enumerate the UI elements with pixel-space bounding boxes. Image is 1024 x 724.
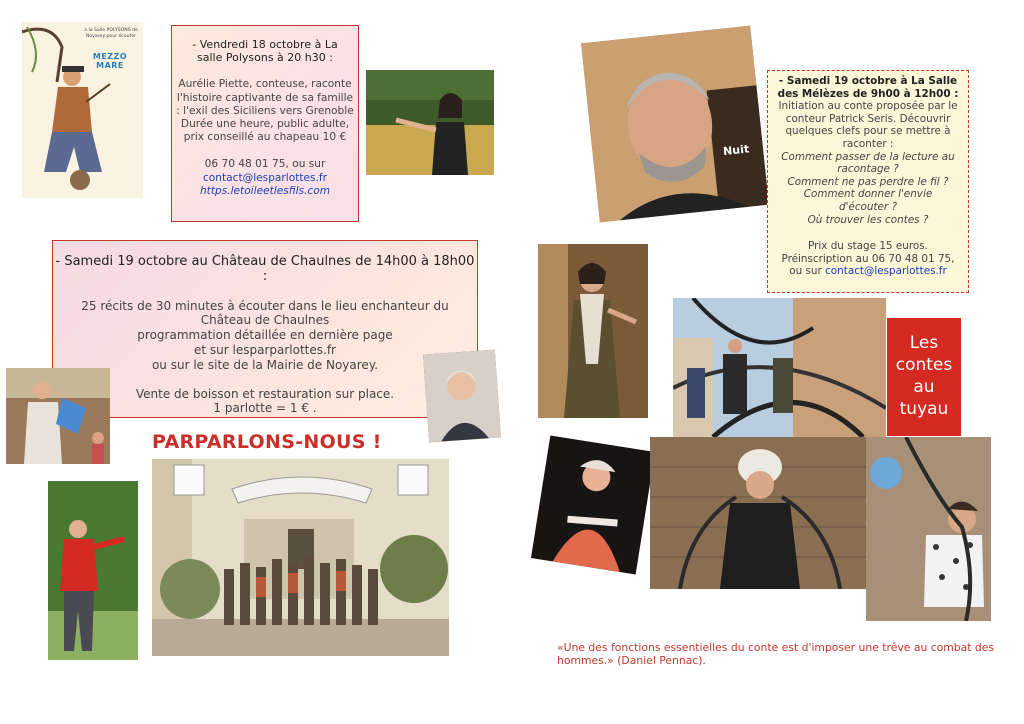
event-workshop-price: Prix du stage 15 euros. [808,240,928,253]
event-friday-website[interactable]: https.letoileetlesfils.com [199,184,331,197]
event-chateau-header: - Samedi 19 octobre au Château de Chaulnes de 14h00 à 18h00 : [55,254,475,284]
event-chateau-line-7: 1 parlotte = 1 € . [213,401,317,416]
banner-line-1: Les [909,333,939,353]
event-workshop-contact [768,265,968,278]
photo-woman-tube [650,437,868,589]
pennac-quote: «Une des fonctions essentielles du conte est d'imposer une trêve au combat des hommes.» (Daniel Pennac). [557,641,995,667]
banner-line-4: tuyau [899,399,949,419]
photo-puppet-show [6,368,110,464]
event-friday-body: Aurélie Piette, conteuse, raconte l'histoire captivante de sa famille : l'exil des Siciliens vers Grenoble Durée une heure, public adulte, prix conseillé au chapeau 10 € [176,78,354,144]
mezzo-mare-poster [22,22,143,198]
event-saturday-chateau-box [52,240,478,418]
photo-group-chateau [152,459,449,656]
event-chateau-line-5: ou sur le site de la Mairie de Noyarey. [151,357,379,372]
event-friday-email[interactable]: contact@lesparlottes.fr [202,171,327,184]
slogan-title: PARPARLONS-NOUS ! [152,431,382,453]
event-workshop-question-3: Comment donner l'envie d'écouter ? [803,188,933,213]
event-workshop-header: - Samedi 19 octobre à La Salle des Mélèzes de 9h00 à 12h00 : [777,75,959,100]
event-chateau-line-2: Château de Chaulnes [200,313,330,328]
event-workshop-body: Initiation au conte proposée par le conteur Patrick Seris. Découvrir quelques clefs pour se mettre à raconter : [778,100,958,150]
banner-line-3: au [913,377,935,397]
event-chateau-line-3: programmation détaillée en dernière page [137,328,393,343]
event-workshop-email[interactable]: contact@lesparlottes.fr [825,265,947,278]
event-workshop-contact-prefix: ou sur [789,265,822,278]
event-friday-phone: 06 70 48 01 75, ou sur [204,158,326,171]
poster-header: à la Salle POLYSONS de Noyarey pour écouter [84,28,138,39]
event-chateau-line-4: et sur lesparparlottes.fr [194,342,336,357]
event-workshop-box [767,70,969,293]
banner-line-2: contes [895,355,953,375]
photo-street-tubes [673,298,886,437]
photo-smiling-woman [423,350,501,443]
photo-man-red-jacket [48,481,138,660]
event-friday-header: - Vendredi 18 octobre à La salle Polysons à 20 h30 : [192,38,338,65]
photo-woman-red-hat [531,435,655,574]
event-friday-box [171,25,359,222]
photo-patrick-seris [581,26,769,223]
event-workshop-question-1: Comment passer de la lecture au racontage ? [781,150,955,176]
poster-brand: MEZZO MARE [92,52,128,70]
event-workshop-question-2: Comment ne pas perdre le fil ? [787,175,949,188]
poster-illustration [22,22,143,198]
photo-sign-text: Nuit [722,142,750,159]
event-workshop-signup: Préinscription au 06 70 48 01 75, [781,252,955,265]
contes-au-tuyau-banner [887,318,961,436]
photo-storyteller-field [366,70,494,175]
photo-child-tube [866,437,991,621]
event-workshop-question-4: Où trouver les contes ? [807,213,929,226]
event-chateau-line-1: 25 récits de 30 minutes à écouter dans le lieu enchanteur du [81,298,449,313]
photo-storyteller-scarf [538,244,648,418]
event-chateau-line-6: Vente de boisson et restauration sur place. [135,386,395,401]
